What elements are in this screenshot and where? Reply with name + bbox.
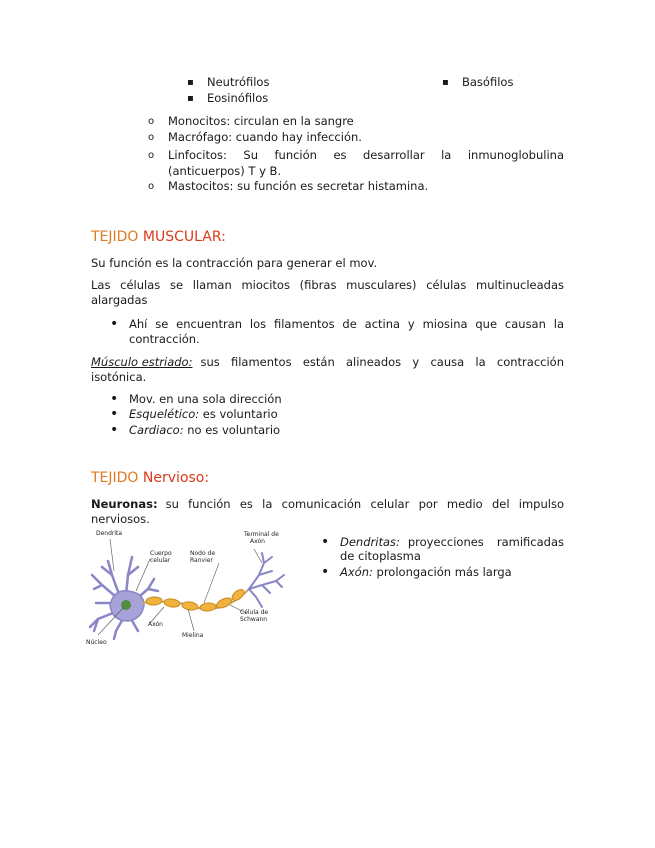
myelin-sheath	[146, 587, 246, 611]
bullet-cardiaco	[129, 423, 280, 438]
label-axon: Axón	[148, 621, 163, 628]
bullet-dendritas	[340, 535, 564, 550]
list-item-macrofago: o Macrófago: cuando hay infección.	[168, 130, 362, 145]
label-cuerpo-2: celular	[150, 557, 171, 564]
estriado-text-cont: isotónica.	[91, 370, 147, 384]
list-item-neutrofilos: ▪ Neutrófilos	[207, 75, 269, 90]
label-nodo-1: Nodo de	[190, 550, 216, 557]
neuronas-term: Neuronas:	[91, 497, 158, 511]
label-nodo-2: Ranvier	[190, 557, 213, 564]
list-item-eosinofilos: ▪ Eosinófilos	[207, 91, 268, 106]
bullet-filamentos-cont: contracción.	[129, 332, 200, 346]
label-celula-1: Célula de	[240, 609, 269, 616]
dendritas-text: proyecciones ramificadas	[407, 535, 564, 549]
neuronas-text-cont: nerviosos.	[91, 512, 150, 526]
bullet-mov: • Mov. en una sola dirección	[129, 392, 282, 407]
list-item-mastocitos: o Mastocitos: su función es secretar histamina.	[168, 179, 428, 194]
axon-term: Axón:	[340, 565, 373, 579]
estriado-line	[91, 355, 564, 370]
bullet-filamentos: • Ahí se encuentran los filamentos de actina y miosina que causan la	[129, 317, 564, 332]
estriado-term: Músculo estriado:	[91, 355, 193, 369]
section-heading-nervioso	[91, 470, 209, 487]
label-cuerpo-1: Cuerpo	[150, 550, 172, 557]
heading-word: Nervioso:	[142, 470, 210, 486]
list-item-linfocitos: o Linfocitos: Su función es desarrollar la inmunoglobulina	[168, 148, 564, 163]
axon-terminals	[249, 553, 284, 607]
section-heading-muscular	[91, 229, 226, 246]
esqueletico-term: Esquelético:	[129, 407, 200, 421]
list-item-monocitos: o Monocitos: circulan en la sangre	[168, 114, 354, 129]
label-celula-2: Schwann	[240, 616, 268, 623]
list-item-basofilos: ▪ Basófilos	[462, 75, 513, 90]
axon-text: prolongación más larga	[376, 565, 512, 579]
muscular-paragraph-1: Su función es la contracción para generar el mov.	[91, 256, 378, 270]
label-terminal-1: Terminal de	[244, 531, 279, 538]
cardiaco-text: no es voluntario	[187, 423, 281, 437]
bullet-esqueletico	[129, 407, 278, 422]
bullet-axon	[340, 565, 512, 580]
muscular-paragraph-2-cont: alargadas	[91, 293, 148, 307]
muscular-paragraph-2: Las células se llaman miocitos (fibras musculares) células multinucleadas	[91, 278, 564, 292]
dendritas-text-cont: de citoplasma	[340, 549, 421, 563]
dendritas-term: • Dendritas:	[340, 535, 400, 549]
esqueletico-text: es voluntario	[202, 407, 278, 421]
neuron-diagram	[84, 527, 294, 647]
label-nucleo: Núcleo	[86, 639, 107, 646]
cardiaco-term: Cardiaco:	[129, 423, 184, 437]
estriado-text: sus filamentos están alineados y causa la contracción	[200, 355, 564, 369]
label-dendrita: Dendrita	[96, 530, 123, 537]
label-terminal-2: Axón	[250, 538, 265, 545]
heading-prefix: TEJIDO	[91, 470, 139, 486]
label-mielina: Mielina	[182, 632, 204, 639]
neuronas-line	[91, 497, 564, 512]
heading-prefix: TEJIDO	[91, 229, 139, 245]
list-item-linfocitos-cont: (anticuerpos) T y B.	[168, 164, 282, 178]
heading-word: MUSCULAR:	[142, 229, 226, 245]
neuronas-text: su función es la comunicación celular por medio del impulso	[165, 497, 564, 511]
